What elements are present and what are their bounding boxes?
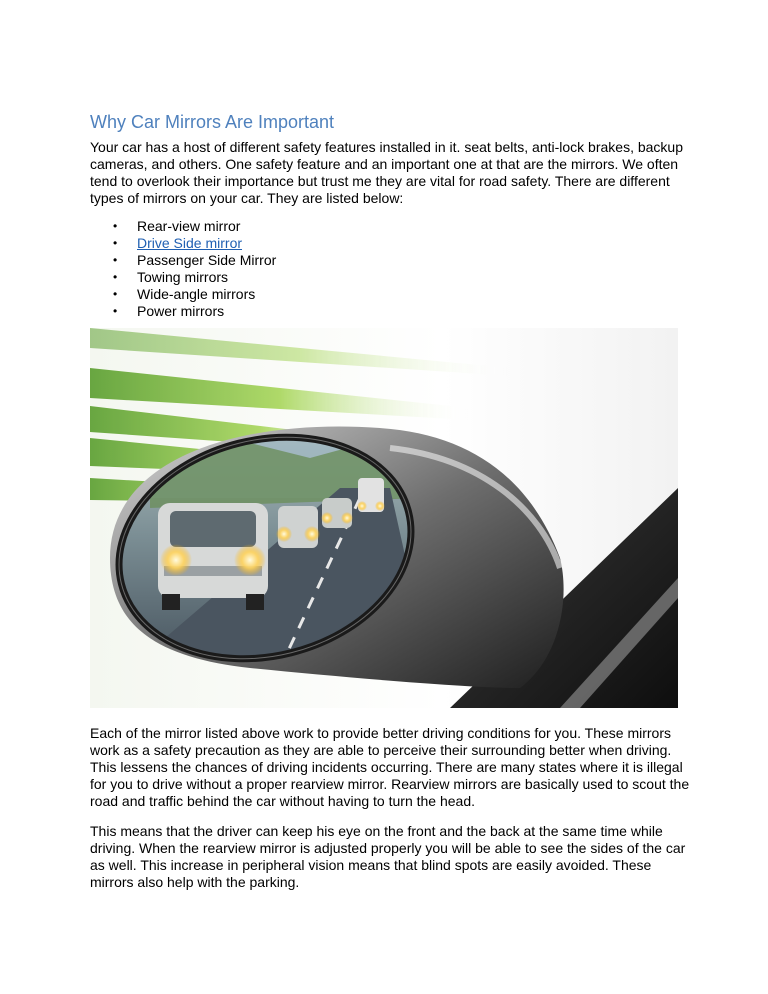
list-item-label: Rear-view mirror xyxy=(137,218,241,234)
bullet-icon: • xyxy=(113,287,118,301)
intro-paragraph: Your car has a host of different safety features installed in it. seat belts, anti-lock brakes, backup cameras, and others. One safety feature and an important one at that are the mirrors. We often tend to overlook their importance but trust me they are vital for road safety. There are different types of mirrors on your car. They are listed below: xyxy=(90,139,683,206)
page-title: Why Car Mirrors Are Important xyxy=(90,112,335,132)
paragraph-peripheral-vision: This means that the driver can keep his eye on the front and the back at the same time while driving. When the rearview mirror is adjusted properly you will be able to see the sides of the car as well. This increase in peripheral vision means that blind spots are easily avoided. These mirrors also help with the parking. xyxy=(90,823,686,890)
paragraph-mirror-purpose: Each of the mirror listed above work to provide better driving conditions for you. These mirrors work as a safety precaution as they are able to perceive their surrounding better when driving. This lessens the chances of driving incidents occurring. There are many states where it is illegal for you to drive without a proper rearview mirror. Rearview mirrors are basically used to scout the road and traffic behind the car without having to turn the head. xyxy=(90,725,690,809)
bullet-icon: • xyxy=(113,270,118,284)
side-mirror-illustration xyxy=(90,328,678,708)
bullet-icon: • xyxy=(113,219,118,233)
list-item-label: Wide-angle mirrors xyxy=(137,286,256,302)
bullet-icon: • xyxy=(113,304,118,318)
drive-side-mirror-link[interactable]: Drive Side mirror xyxy=(137,235,243,251)
bullet-icon: • xyxy=(113,236,118,250)
car-side-mirror-image xyxy=(90,328,678,708)
list-item-label: Towing mirrors xyxy=(137,269,229,285)
list-item-label: Passenger Side Mirror xyxy=(137,252,277,268)
bullet-icon: • xyxy=(113,253,118,267)
list-item-label: Power mirrors xyxy=(137,303,225,319)
